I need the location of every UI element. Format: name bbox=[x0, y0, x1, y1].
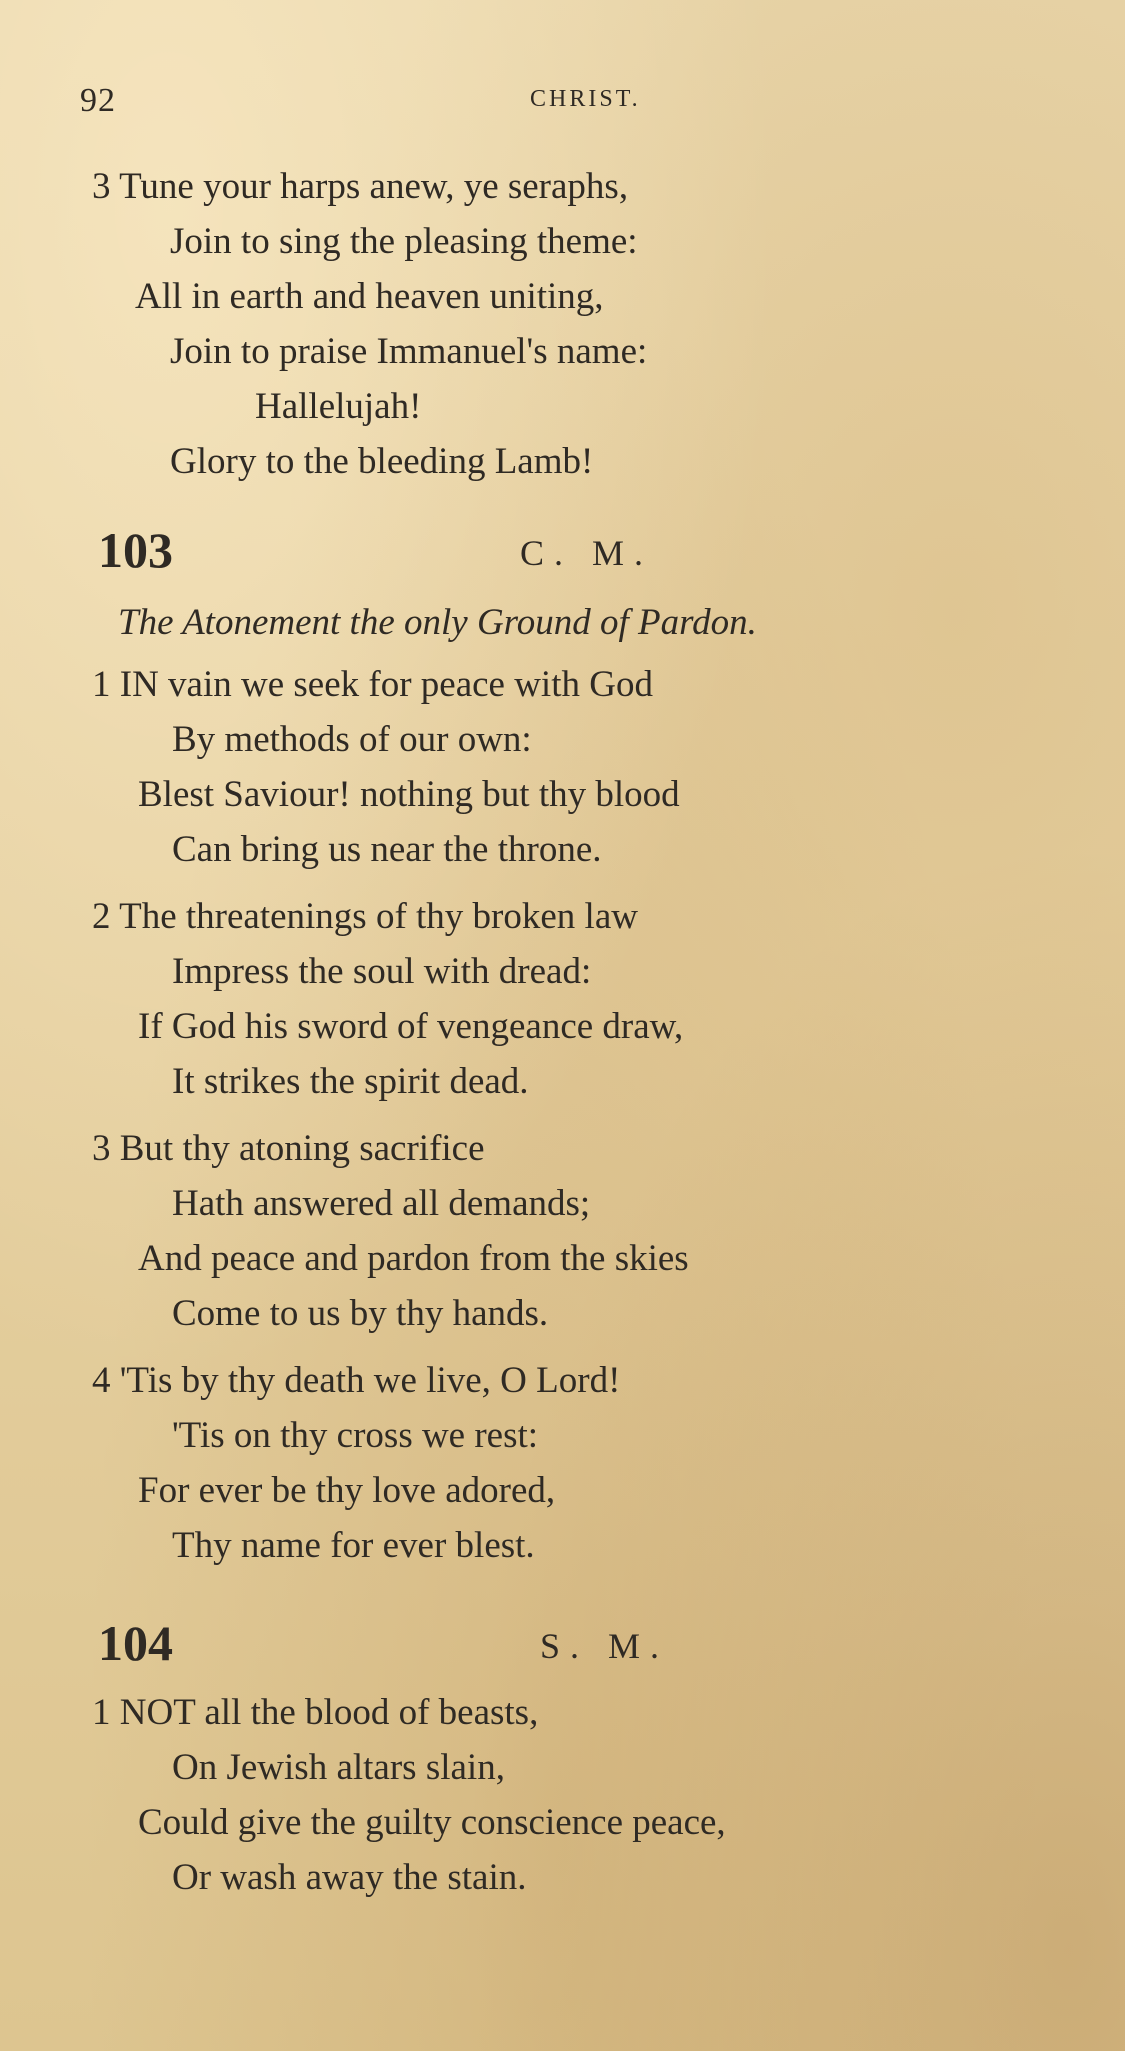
verse-line: Join to praise Immanuel's name: bbox=[170, 331, 648, 372]
verse-line: Could give the guilty conscience peace, bbox=[138, 1802, 726, 1843]
verse-line: Come to us by thy hands. bbox=[172, 1293, 549, 1334]
verse-line: And peace and pardon from the skies bbox=[138, 1238, 689, 1279]
verse-line: Glory to the bleeding Lamb! bbox=[170, 441, 594, 482]
verse-text: Tune your harps anew, ye seraphs, bbox=[119, 166, 629, 207]
verse-text: The threatenings of thy broken law bbox=[119, 896, 638, 937]
verse-line: Or wash away the stain. bbox=[172, 1857, 527, 1898]
running-head: CHRIST. bbox=[530, 86, 641, 112]
verse-text: 'Tis by thy death we live, O Lord! bbox=[119, 1360, 621, 1401]
verse-number: 3 bbox=[92, 1128, 111, 1169]
verse-number: 1 bbox=[92, 664, 111, 705]
verse-line bbox=[92, 1694, 538, 1731]
verse-line: On Jewish altars slain, bbox=[172, 1747, 505, 1788]
verse-line: By methods of our own: bbox=[172, 719, 532, 760]
verse-number: 2 bbox=[92, 896, 111, 937]
hymn-meter: C. M. bbox=[520, 533, 654, 573]
verse-number: 3 bbox=[92, 166, 111, 207]
hymn-title: The Atonement the only Ground of Pardon. bbox=[118, 602, 757, 643]
verse-text: IN vain we seek for peace with God bbox=[119, 664, 653, 705]
verse-line bbox=[92, 168, 628, 205]
page-number: 92 bbox=[80, 82, 116, 119]
verse-line: Can bring us near the throne. bbox=[172, 829, 602, 870]
verse-text: But thy atoning sacrifice bbox=[119, 1128, 485, 1169]
verse-line: If God his sword of vengeance draw, bbox=[138, 1006, 684, 1047]
hymn-number: 103 bbox=[98, 522, 173, 578]
verse-line: It strikes the spirit dead. bbox=[172, 1061, 529, 1102]
verse-line bbox=[92, 1362, 620, 1399]
verse-line: Impress the soul with dread: bbox=[172, 951, 592, 992]
verse-line bbox=[92, 1130, 485, 1167]
hymn-number: 104 bbox=[98, 1615, 173, 1671]
verse-line: Hath answered all demands; bbox=[172, 1183, 591, 1224]
verse-line: Hallelujah! bbox=[255, 386, 422, 427]
verse-line: Thy name for ever blest. bbox=[172, 1525, 535, 1566]
verse-line: Blest Saviour! nothing but thy blood bbox=[138, 774, 680, 815]
verse-line: Join to sing the pleasing theme: bbox=[170, 221, 638, 262]
verse-line: All in earth and heaven uniting, bbox=[135, 276, 604, 317]
verse-line bbox=[92, 666, 653, 703]
verse-line: For ever be thy love adored, bbox=[138, 1470, 556, 1511]
verse-line: 'Tis on thy cross we rest: bbox=[172, 1415, 539, 1456]
verse-text: NOT all the blood of beasts, bbox=[119, 1692, 539, 1733]
verse-line bbox=[92, 898, 638, 935]
verse-number: 1 bbox=[92, 1692, 111, 1733]
page-header bbox=[80, 82, 1080, 132]
hymn-meter: S. M. bbox=[540, 1626, 670, 1666]
verse-number: 4 bbox=[92, 1360, 111, 1401]
